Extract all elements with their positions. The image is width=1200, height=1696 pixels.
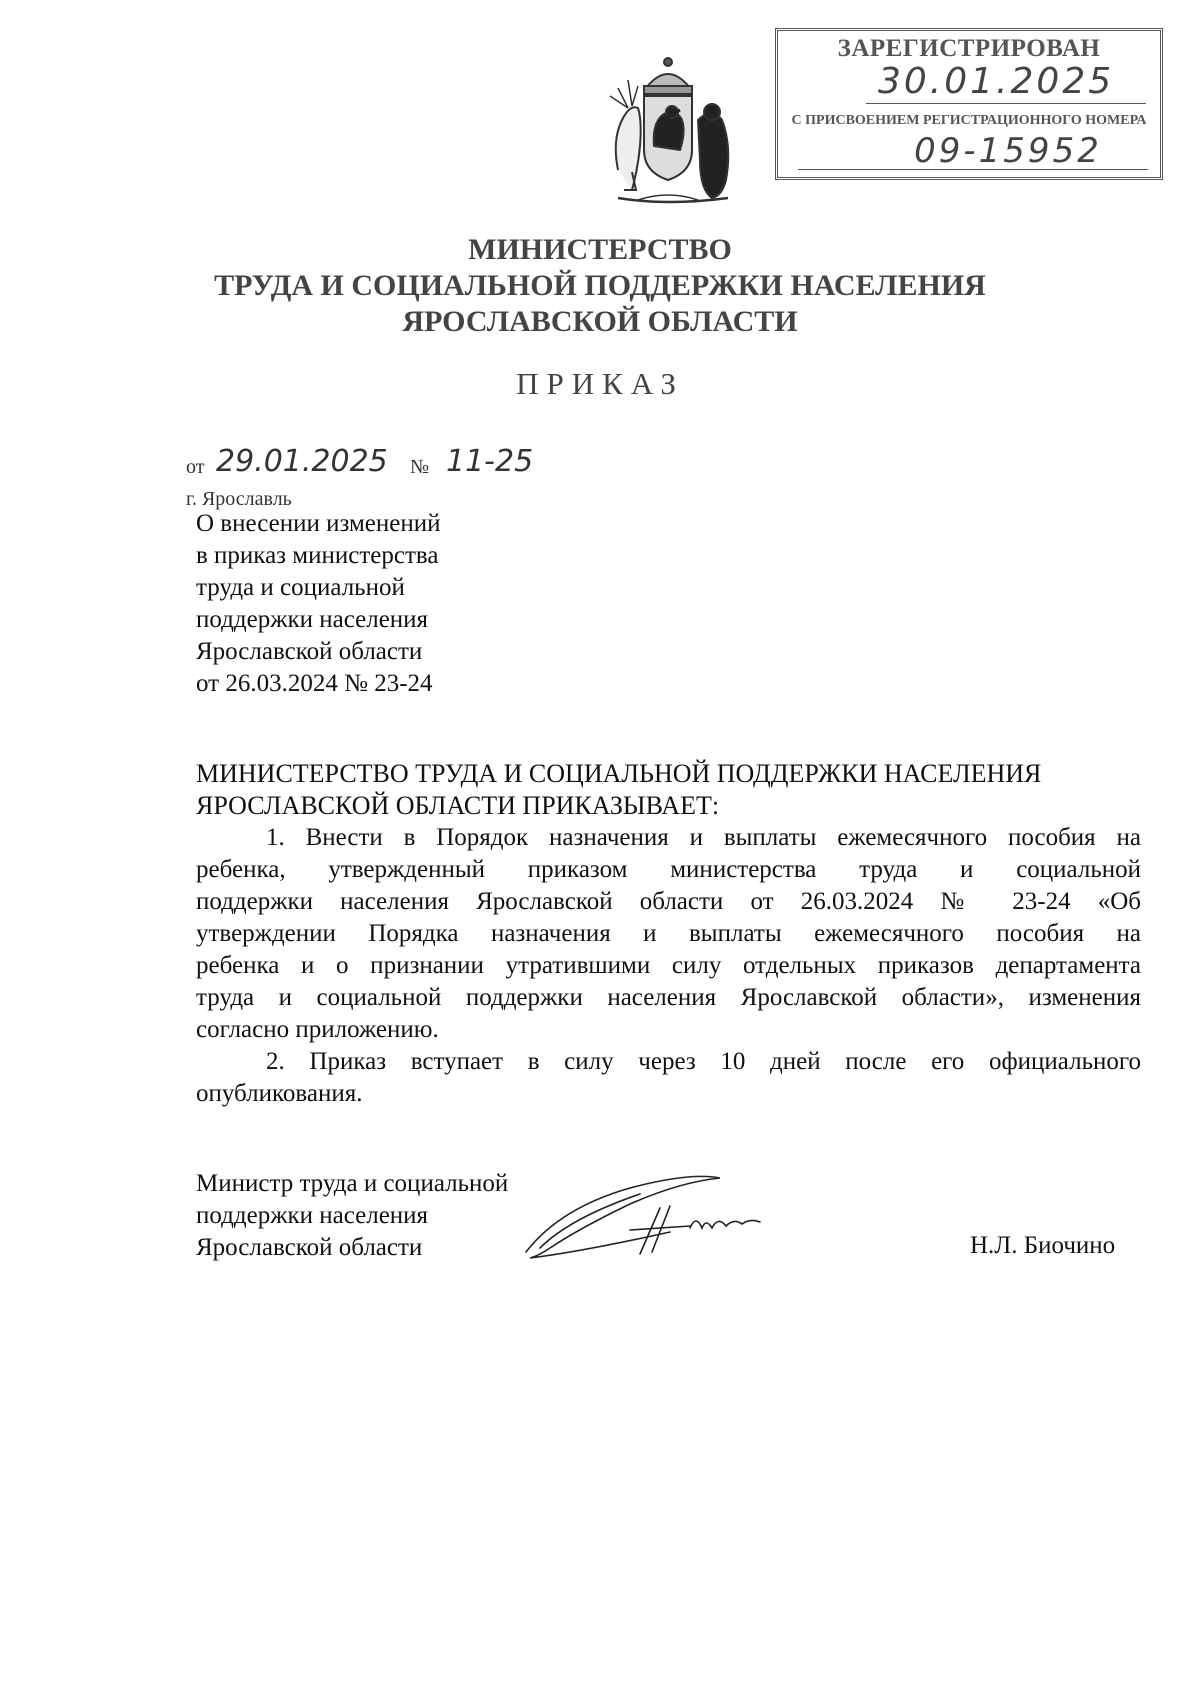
date-label: от xyxy=(186,456,205,478)
ministry-header-line-3: ЯРОСЛАВСКОЙ ОБЛАСТИ xyxy=(402,305,798,338)
order-body xyxy=(196,758,1141,1110)
stamp-subtitle: С ПРИСВОЕНИЕМ РЕГИСТРАЦИОННОГО НОМЕРА xyxy=(791,113,1147,128)
order-subject xyxy=(196,508,526,700)
item-1-line: ребенка, утвержденный приказом министерства труда и социальной xyxy=(196,856,1141,883)
ministry-header-line-1: МИНИСТЕРСТВО xyxy=(468,233,732,266)
handwritten-signature xyxy=(520,1148,820,1268)
subject-line: в приказ министерства xyxy=(196,542,439,569)
item-1-line: ребенка и о признании утратившими силу отдельных приказов департамента xyxy=(196,952,1141,979)
subject-line: Ярославской области xyxy=(196,638,423,665)
ministry-header xyxy=(0,232,1200,340)
number-label: № xyxy=(410,456,430,478)
item-2-line: опубликования. xyxy=(196,1080,363,1107)
preamble-line-1: МИНИСТЕРСТВО ТРУДА И СОЦИАЛЬНОЙ ПОДДЕРЖКИ НАСЕЛЕНИЯ xyxy=(196,759,1042,788)
item-1-line: утверждении Порядка назначения и выплаты ежемесячного пособия на xyxy=(196,920,1141,947)
subject-line: О внесении изменений xyxy=(196,510,441,537)
stamp-title: ЗАРЕГИСТРИРОВАН xyxy=(837,35,1101,62)
item-1-line: согласно приложению. xyxy=(196,1016,439,1043)
item-1-line: труда и социальной поддержки населения Ярославской области», изменения xyxy=(196,984,1141,1011)
item-1-line: 1. Внести в Порядок назначения и выплаты ежемесячного пособия на xyxy=(266,824,1141,851)
stamp-registration-date: 30.01.2025 xyxy=(878,61,1115,102)
subject-line: труда и социальной xyxy=(196,574,405,601)
signatory-position-line: поддержки населения xyxy=(196,1202,429,1229)
signatory-position-line: Ярославской области xyxy=(196,1234,423,1261)
stamp-date-underline xyxy=(866,103,1146,104)
registration-stamp xyxy=(775,28,1163,180)
subject-line: поддержки населения xyxy=(196,606,429,633)
order-number-handwritten: 11-25 xyxy=(446,444,534,479)
order-item-1 xyxy=(196,822,1141,1046)
ministry-header-line-2: ТРУДА И СОЦИАЛЬНОЙ ПОДДЕРЖКИ НАСЕЛЕНИЯ xyxy=(214,269,986,302)
subject-line: от 26.03.2024 № 23-24 xyxy=(196,670,433,697)
document-type: ПРИКАЗ xyxy=(516,366,684,401)
stamp-number-underline xyxy=(798,169,1148,170)
preamble-line-2: ЯРОСЛАВСКОЙ ОБЛАСТИ ПРИКАЗЫВАЕТ: xyxy=(196,791,720,820)
order-city: г. Ярославль xyxy=(186,488,292,510)
item-2-line: 2. Приказ вступает в силу через 10 дней после его официального xyxy=(266,1048,1141,1075)
coat-of-arms-emblem xyxy=(588,50,748,208)
signatory-position-line: Министр труда и социальной xyxy=(196,1170,509,1197)
signatory-name: Н.Л. Биочино xyxy=(970,1232,1116,1259)
order-date-handwritten: 29.01.2025 xyxy=(216,444,388,479)
item-1-line: поддержки населения Ярославской области от 26.03.2024 № 23-24 «Об xyxy=(196,888,1141,915)
signatory-position xyxy=(196,1168,508,1264)
order-item-2 xyxy=(196,1046,1141,1110)
stamp-registration-number: 09-15952 xyxy=(914,131,1102,171)
